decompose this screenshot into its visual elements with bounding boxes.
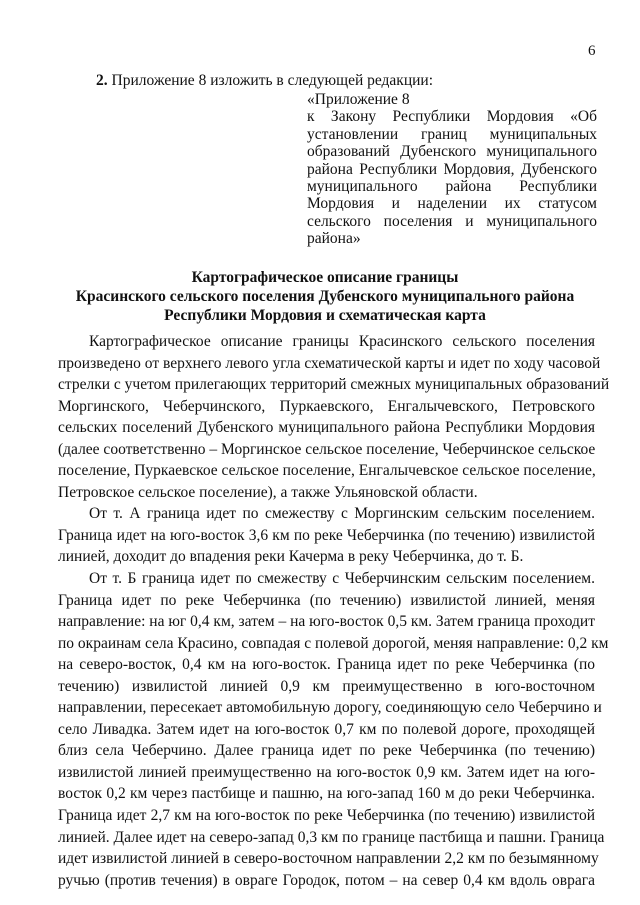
paragraph-line: (далее соответственно – Моргинское сельское поселение, Чеберчинское сельское xyxy=(58,440,596,458)
paragraph-line: по окраинам села Красино, совпадая с полевой дорогой, меняя направление: 0,2 км xyxy=(58,634,609,652)
amendment-text: Приложение 8 изложить в следующей редакции: xyxy=(111,72,434,89)
page-number: 6 xyxy=(588,43,596,59)
appendix-line: муниципального района Республики xyxy=(307,178,597,196)
heading-line: Красинского сельского поселения Дубенского муниципального района xyxy=(75,288,575,305)
appendix-line: к Закону Республики Мордовия «Об xyxy=(307,108,597,126)
section-heading xyxy=(60,268,590,325)
appendix-line: образований Дубенского муниципального xyxy=(307,143,597,161)
paragraph-line: Петровское сельское поселение), а также Ульяновской области. xyxy=(58,483,478,501)
paragraph-line: От т. А граница идет по смежеству с Моргинским сельским поселением. xyxy=(89,505,595,523)
amendment-number: 2. xyxy=(96,72,108,89)
amendment-intro xyxy=(96,71,433,91)
paragraph-line: От т. Б граница идет по смежеству с Чеберчинским сельским поселением. xyxy=(89,570,595,588)
paragraph-line: ручью (против течения) в овраге Городок, потом – на север 0,4 км вдоль оврага xyxy=(58,871,595,889)
paragraph-line: Граница идет 2,7 км на юго-восток по реке Чеберчинка (по течению) извилистой xyxy=(58,807,595,825)
heading-line: Республики Мордовия и схематическая карта xyxy=(164,307,486,324)
appendix-line: района» xyxy=(307,230,361,248)
paragraph-line: направлении, пересекает автомобильную дорогу, соединяющую село Чеберчино и xyxy=(58,699,602,717)
appendix-line: Мордовия и наделении их статусом xyxy=(307,195,597,213)
paragraph-line: линией. Далее идет на северо-запад 0,3 км по границе пастбища и пашни. Граница xyxy=(58,828,605,846)
paragraph-line: направление: на юг 0,4 км, затем – на юго-восток 0,5 км. Затем граница проходит xyxy=(58,613,595,631)
paragraph-line: произведено от верхнего левого угла схематической карты и идет по ходу часовой xyxy=(58,354,601,372)
paragraph-line: близ села Чеберчино. Далее граница идет по реке Чеберчинка (по течению) xyxy=(58,742,595,760)
body-text xyxy=(58,331,610,891)
heading-line: Картографическое описание границы xyxy=(191,269,459,286)
paragraph-line: Картографическое описание границы Красинского сельского поселения xyxy=(89,333,595,350)
paragraph-line: восток 0,2 км через пастбище и пашню, на юго-запад 160 м до реки Чеберчинка. xyxy=(58,785,595,803)
paragraph-line: сельских поселений Дубенского муниципального района Республики Мордовия xyxy=(58,419,595,437)
paragraph-line: на северо-восток, 0,4 км на юго-восток. Граница идет по реке Чеберчинка (по xyxy=(58,656,595,674)
paragraph-line: идет извилистой линией в северо-восточном направлении 2,2 км по безымянному xyxy=(58,850,599,868)
paragraph-line: стрелки с учетом прилегающих территорий смежных муниципальных образований xyxy=(58,376,610,394)
paragraph-line: Моргинского, Чеберчинского, Пуркаевского, Енгалычевского, Петровского xyxy=(58,397,595,415)
paragraph-line: линией, доходит до впадения реки Качерма в реку Чеберчинка, до т. Б. xyxy=(58,548,524,566)
appendix-reference xyxy=(307,91,597,248)
paragraph-line: извилистой линией преимущественно на юго-восток 0,9 км. Затем идет на юго- xyxy=(58,763,595,781)
paragraph-line: течению) извилистой линией 0,9 км преимущественно в юго-восточном xyxy=(58,677,595,695)
paragraph-line: Граница идет по реке Чеберчинка (по течению) извилистой линией, меняя xyxy=(58,591,595,609)
appendix-line: установлении границ муниципальных xyxy=(307,125,597,143)
appendix-line: «Приложение 8 xyxy=(307,91,410,108)
paragraph-line: поселение, Пуркаевское сельское поселение, Енгалычевское сельское поселение, xyxy=(58,462,596,480)
appendix-line: сельского поселения и муниципального xyxy=(307,212,597,230)
paragraph-line: село Ливадка. Затем идет на юго-восток 0,7 км по полевой дороге, проходящей xyxy=(58,720,595,738)
appendix-line: района Республики Мордовия, Дубенского xyxy=(307,160,597,178)
paragraph-line: Граница идет на юго-восток 3,6 км по реке Чеберчинка (по течению) извилистой xyxy=(58,526,595,544)
